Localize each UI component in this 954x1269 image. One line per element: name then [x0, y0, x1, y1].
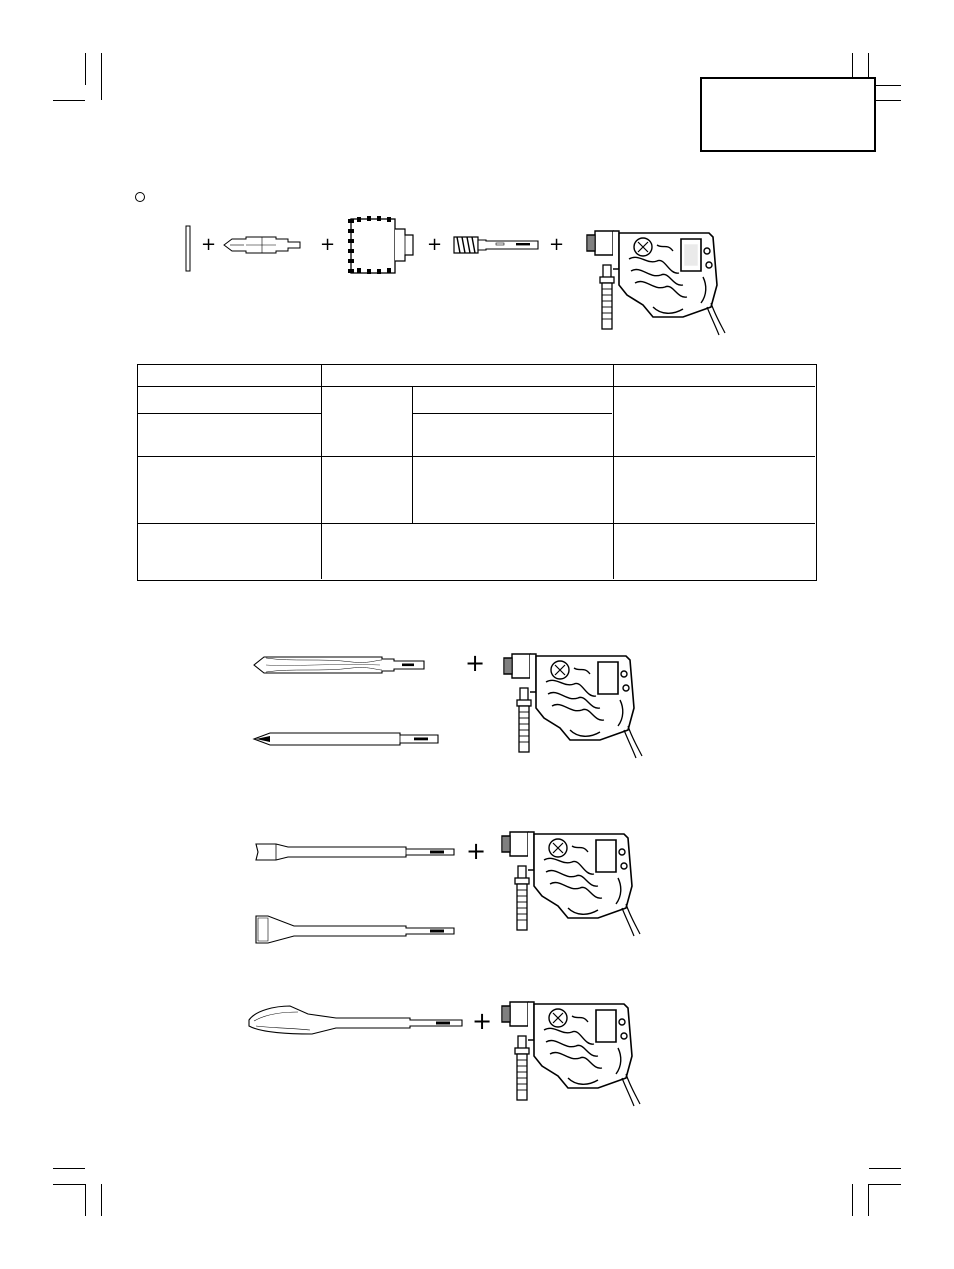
- core-bit-icon: [345, 215, 423, 275]
- spec-table: [137, 364, 817, 581]
- bullet-circle-icon: [135, 192, 145, 202]
- plus-sign: +: [320, 234, 336, 255]
- plus-sign: +: [427, 234, 443, 255]
- rotary-hammer-icon: [583, 225, 733, 337]
- plus-sign: +: [549, 234, 565, 255]
- bull-point-icon: [252, 729, 442, 749]
- scoop-chisel-icon: [246, 1004, 468, 1040]
- plus-sign: +: [201, 234, 217, 255]
- rotary-hammer-icon: [500, 648, 650, 760]
- core-bit-shank-adapter-icon: [452, 233, 542, 257]
- plus-sign: +: [465, 649, 486, 677]
- rotary-hammer-icon: [498, 826, 648, 938]
- center-pin-icon: [185, 225, 193, 273]
- center-bit-icon: [222, 236, 304, 254]
- bull-point-icon: [252, 654, 428, 676]
- plus-sign: +: [466, 837, 487, 865]
- rotary-hammer-icon: [498, 996, 648, 1108]
- cold-chisel-icon: [254, 841, 458, 863]
- plus-sign: +: [472, 1007, 493, 1035]
- language-box: [700, 77, 876, 152]
- wide-chisel-icon: [254, 912, 458, 946]
